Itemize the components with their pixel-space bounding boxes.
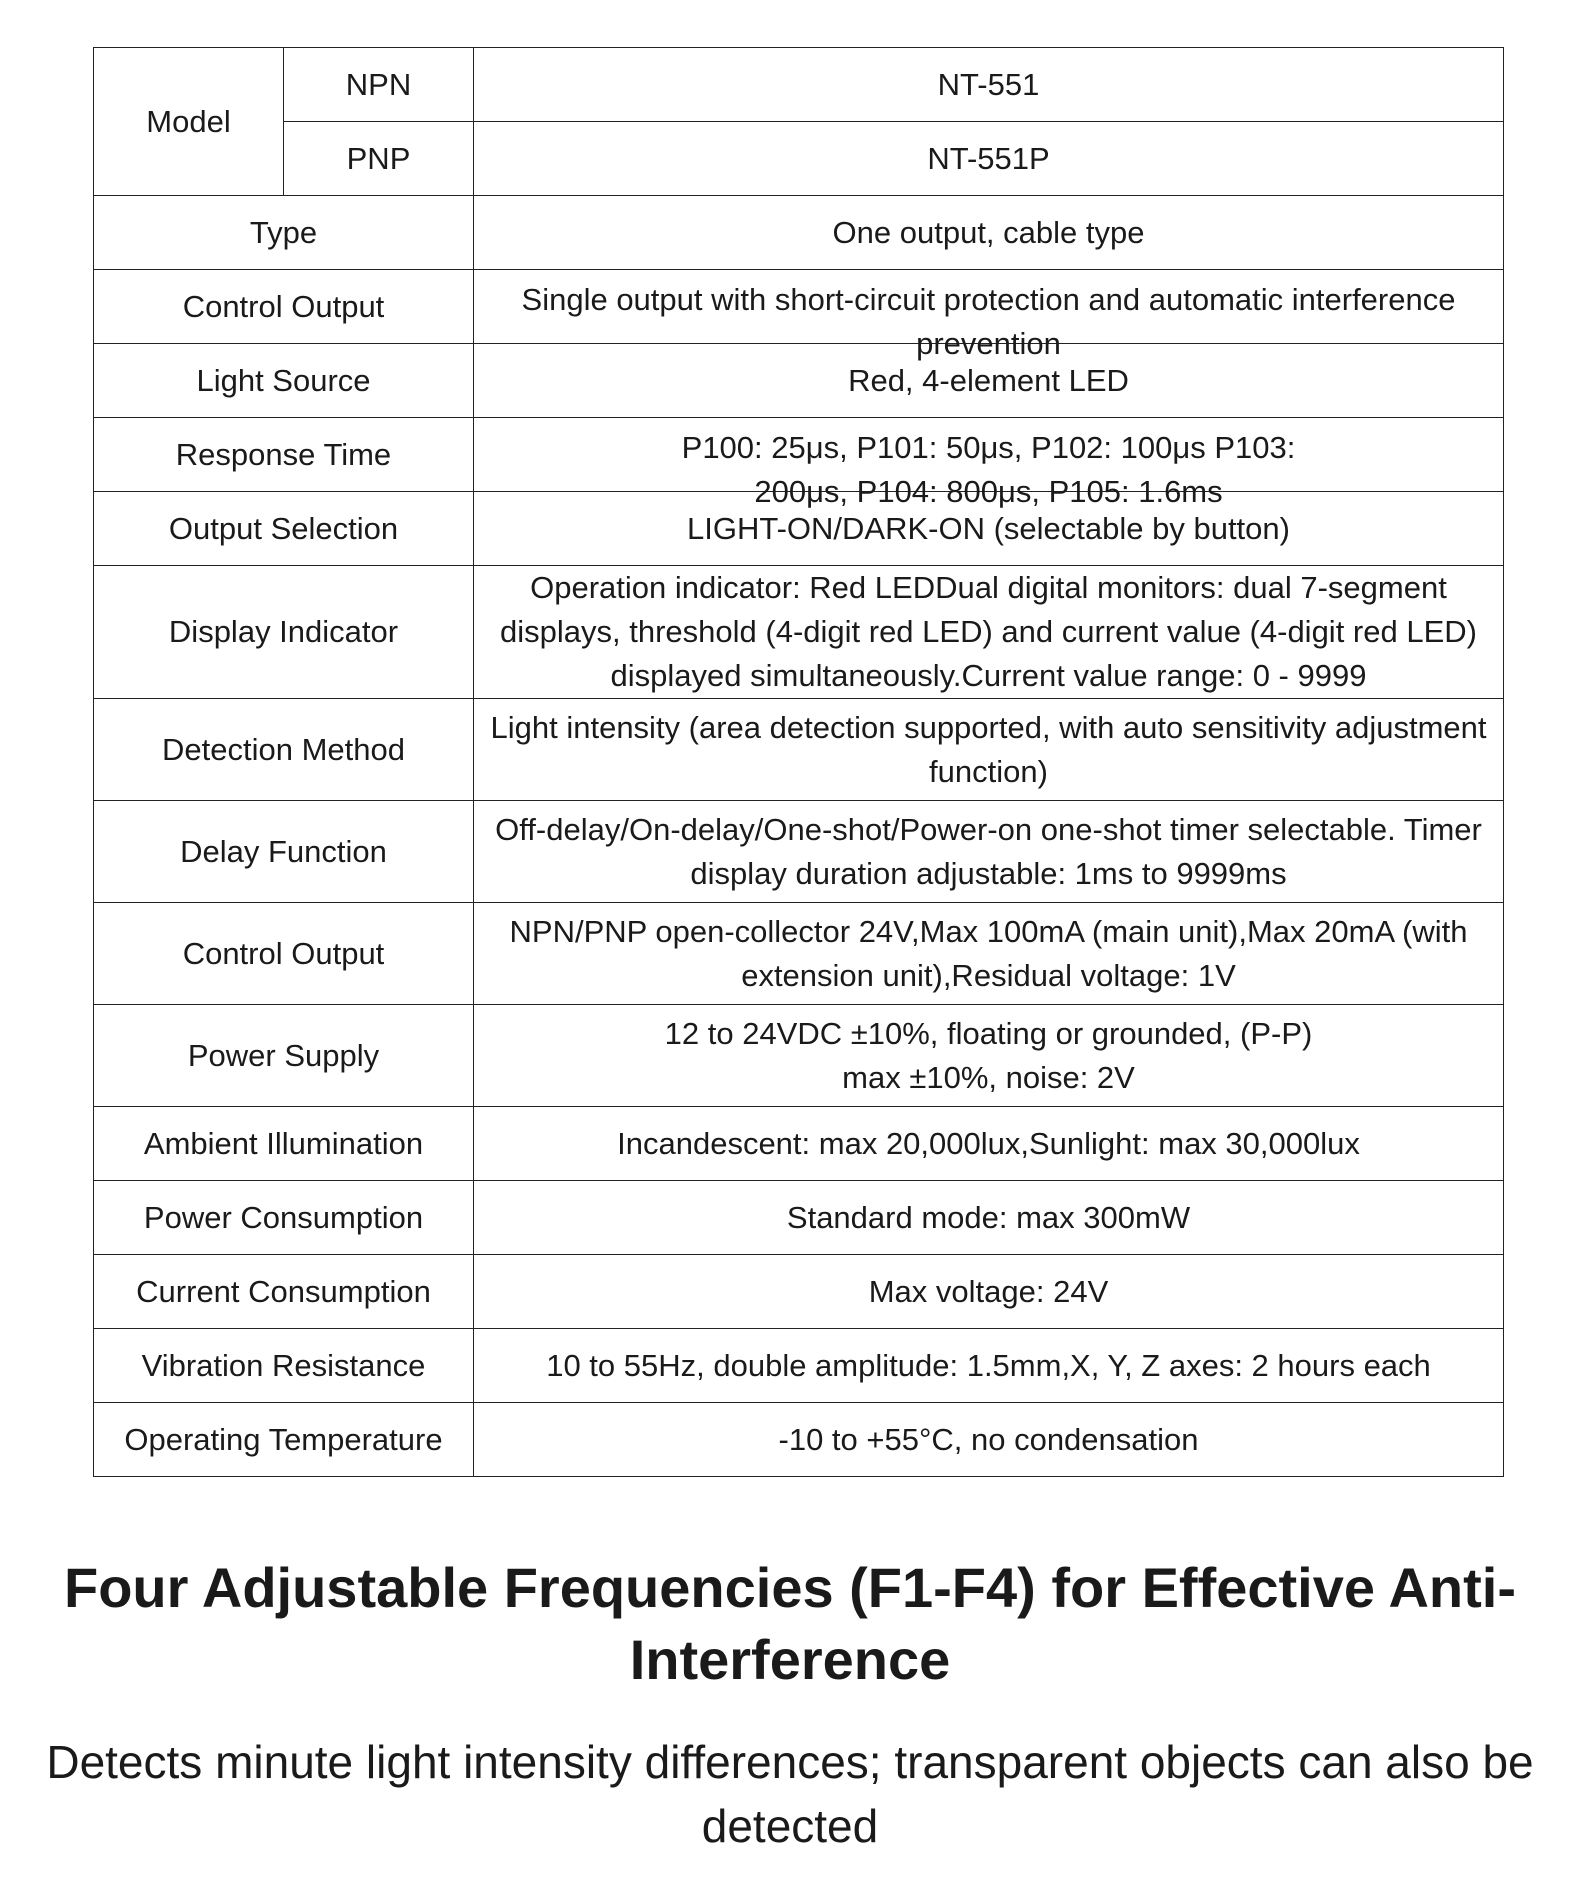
row-value: 10 to 55Hz, double amplitude: 1.5mm,X, Y, Z axes: 2 hours each: [474, 1329, 1504, 1403]
model-label: Model: [94, 48, 284, 196]
table-row: [94, 1329, 1504, 1403]
pnp-label: PNP: [284, 122, 474, 196]
row-value: Max voltage: 24V: [474, 1255, 1504, 1329]
row-value: Standard mode: max 300mW: [474, 1181, 1504, 1255]
row-value: Red, 4-element LED: [474, 344, 1504, 418]
row-label: Operating Temperature: [94, 1403, 474, 1477]
row-label: Output Selection: [94, 492, 474, 566]
row-value: P100: 25μs, P101: 50μs, P102: 100μs P103: 200μs, P104: 800μs, P105: 1.6ms: [681, 430, 1296, 509]
row-value: LIGHT-ON/DARK-ON (selectable by button): [474, 492, 1504, 566]
npn-label: NPN: [284, 48, 474, 122]
table-row-model-npn: [94, 48, 1504, 122]
row-label: Power Consumption: [94, 1181, 474, 1255]
row-label: Vibration Resistance: [94, 1329, 474, 1403]
row-label: Detection Method: [94, 699, 474, 801]
npn-value: NT-551: [474, 48, 1504, 122]
table-row: [94, 566, 1504, 699]
row-label: Control Output: [94, 270, 474, 344]
row-label: Response Time: [94, 418, 474, 492]
table-row: [94, 801, 1504, 903]
row-label: Light Source: [94, 344, 474, 418]
table-row: [94, 1181, 1504, 1255]
table-row: [94, 1403, 1504, 1477]
table-row: [94, 196, 1504, 270]
row-label: Delay Function: [94, 801, 474, 903]
row-value: Incandescent: max 20,000lux,Sunlight: max 30,000lux: [474, 1107, 1504, 1181]
table-row: [94, 699, 1504, 801]
spec-table: [93, 47, 1504, 1477]
row-value: Off-delay/On-delay/One-shot/Power-on one-shot timer selectable. Timer display duration adjustable: 1ms to 9999ms: [474, 801, 1504, 903]
table-row: [94, 1005, 1504, 1107]
row-value: NPN/PNP open-collector 24V,Max 100mA (main unit),Max 20mA (with extension unit),Residual voltage: 1V: [474, 903, 1504, 1005]
row-value: One output, cable type: [474, 196, 1504, 270]
row-value: -10 to +55°C, no condensation: [474, 1403, 1504, 1477]
row-label: Control Output: [94, 903, 474, 1005]
row-label: Power Supply: [94, 1005, 474, 1107]
section-subtext: Detects minute light intensity differences; transparent objects can also be detected: [46, 1736, 1534, 1852]
table-row: [94, 418, 1504, 492]
row-label: Display Indicator: [94, 566, 474, 699]
table-row: [94, 1255, 1504, 1329]
row-value: Operation indicator: Red LEDDual digital monitors: dual 7-segment displays, threshold (4-digit red LED) and current value (4-digit red LED) displayed simultaneously.Current value range: 0 - 9999: [474, 566, 1504, 699]
row-value: Light intensity (area detection supported, with auto sensitivity adjustment function): [474, 699, 1504, 801]
table-row-model-pnp: [94, 122, 1504, 196]
row-label: Type: [94, 196, 474, 270]
row-label: Current Consumption: [94, 1255, 474, 1329]
table-row: [94, 903, 1504, 1005]
table-row: [94, 1107, 1504, 1181]
table-row: [94, 270, 1504, 344]
row-value: 12 to 24VDC ±10%, floating or grounded, (P-P) max ±10%, noise: 2V: [474, 1005, 1504, 1107]
row-value: Single output with short-circuit protection and automatic interference prevention: [521, 282, 1456, 361]
table-row: [94, 344, 1504, 418]
section-headline: Four Adjustable Frequencies (F1-F4) for Effective Anti-Interference: [63, 1556, 1516, 1691]
row-label: Ambient Illumination: [94, 1107, 474, 1181]
pnp-value: NT-551P: [474, 122, 1504, 196]
